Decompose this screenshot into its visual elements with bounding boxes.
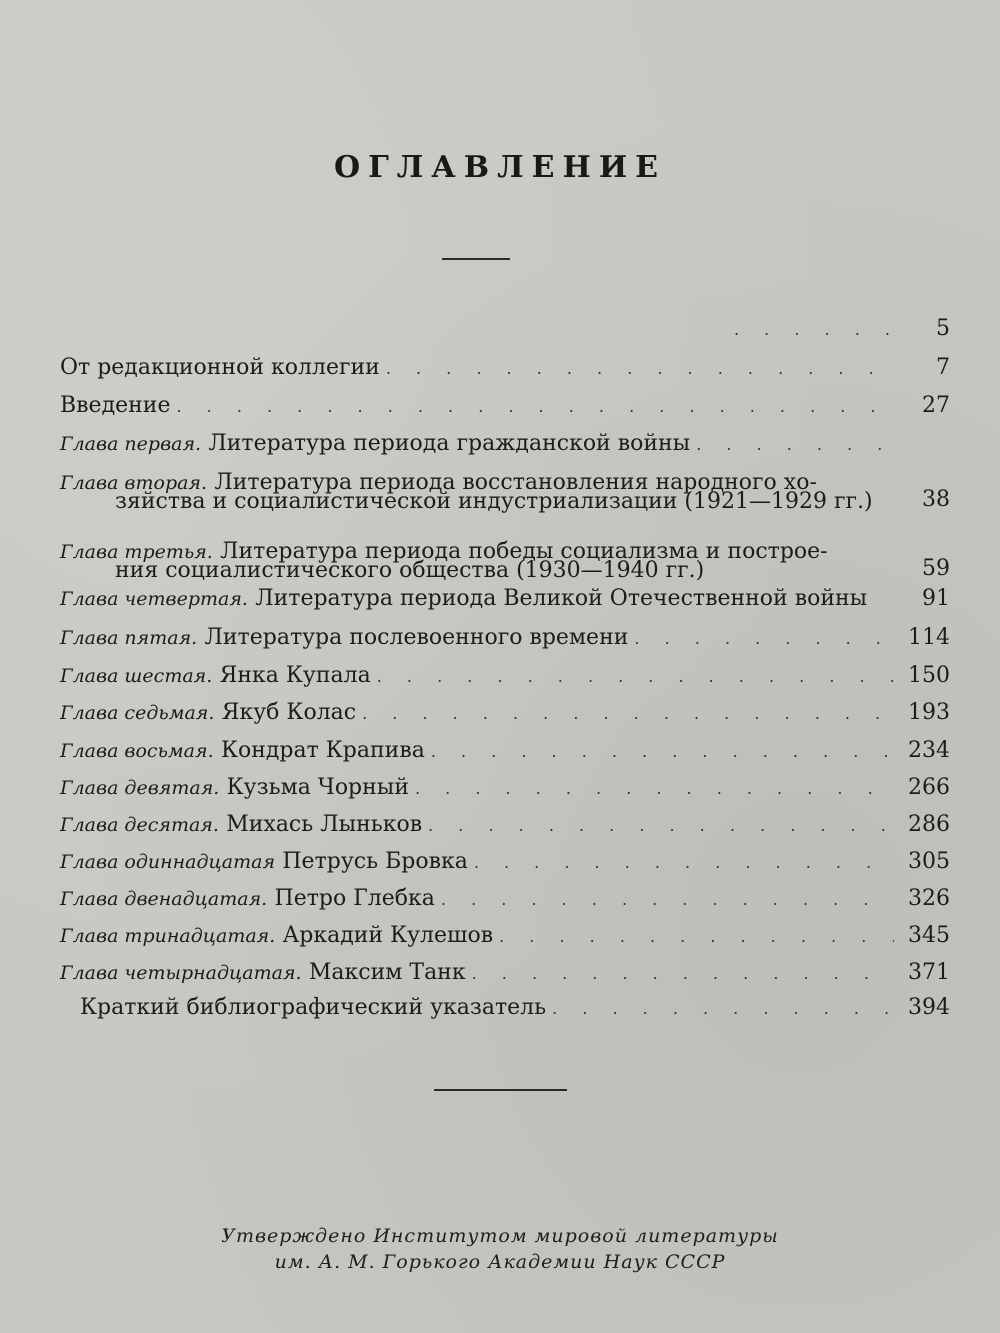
leader-dots xyxy=(552,1001,894,1017)
toc-entry xyxy=(60,813,950,836)
leader-dots xyxy=(415,781,894,797)
leader-dots xyxy=(386,361,894,377)
toc-page-number: 266 xyxy=(908,775,950,800)
toc-entry-title: Краткий библиографический указатель xyxy=(80,995,547,1020)
toc-entry-continuation: зяйства и социалистической индустриализации (1921—1929 гг.) xyxy=(115,489,873,514)
toc-page-number: 193 xyxy=(908,700,950,725)
toc-entry xyxy=(60,776,950,799)
leader-dots xyxy=(431,744,894,760)
chapter-label: Глава четырнадцатая. xyxy=(60,962,302,984)
chapter-label: Глава седьмая. xyxy=(60,702,215,724)
leader-dots xyxy=(734,322,894,338)
toc-entry xyxy=(60,432,950,455)
toc-entry xyxy=(60,850,950,873)
toc-entry xyxy=(60,701,950,724)
leader-dots xyxy=(634,631,894,647)
toc-entry-title: Литература периода Великой Отечественной войны xyxy=(255,586,868,611)
toc-page-number: 326 xyxy=(908,886,950,911)
toc-entry-title: Янка Купала xyxy=(219,663,371,688)
toc-entry-title: Кондрат Крапива xyxy=(220,738,425,763)
toc-entry xyxy=(60,739,950,762)
toc-page-number: 59 xyxy=(922,556,950,581)
leader-dots xyxy=(499,929,894,945)
toc-entry-continuation: ния социалистического общества (1930—1940 гг.) xyxy=(115,558,705,583)
toc-entry-title: Литература периода восстановления народного хо- xyxy=(214,470,817,495)
toc-page-number: 7 xyxy=(936,355,950,380)
toc-page-number: 150 xyxy=(908,663,950,688)
page-title: ОГЛАВЛЕНИЕ xyxy=(333,150,667,185)
toc-entry xyxy=(60,395,950,417)
chapter-label: Глава третья. xyxy=(60,541,213,563)
toc-entry xyxy=(60,318,950,340)
toc-entry xyxy=(60,961,950,984)
chapter-label: Глава девятая. xyxy=(60,777,220,799)
leader-dots xyxy=(472,966,894,982)
toc-entry-title: Петрусь Бровка xyxy=(282,849,468,874)
chapter-label: Глава пятая. xyxy=(60,627,198,649)
toc-entry-title: Литература периода гражданской войны xyxy=(208,431,691,456)
chapter-label: Глава одиннадцатая xyxy=(60,851,276,873)
chapter-label: Глава вторая. xyxy=(60,472,208,494)
toc-entry-title: Петро Глебка xyxy=(274,886,435,911)
toc-page-number: 371 xyxy=(908,960,950,985)
title-rule xyxy=(442,258,510,260)
toc-page-number: 27 xyxy=(922,393,950,418)
leader-dots xyxy=(176,399,894,415)
toc-entry xyxy=(60,357,950,379)
toc-entry xyxy=(60,664,950,687)
chapter-label: Глава первая. xyxy=(60,433,202,455)
toc-page-number: 305 xyxy=(908,849,950,874)
toc-entry-title: Михась Лыньков xyxy=(226,812,423,837)
toc-entry-title: Максим Танк xyxy=(308,960,466,985)
toc-page-number: 38 xyxy=(922,487,950,512)
leader-dots xyxy=(474,855,894,871)
toc-entry-page xyxy=(870,558,950,580)
chapter-label: Глава десятая. xyxy=(60,814,219,836)
chapter-label: Глава четвертая. xyxy=(60,588,248,610)
chapter-label: Глава восьмая. xyxy=(60,740,214,762)
toc-page-number: 5 xyxy=(936,316,950,341)
toc-entry-title: Аркадий Кулешов xyxy=(282,923,494,948)
toc-page-number: 114 xyxy=(908,625,950,650)
toc-page-number: 345 xyxy=(908,923,950,948)
leader-dots xyxy=(362,706,894,722)
toc-entry xyxy=(60,997,950,1019)
toc-entry-title: От редакционной коллегии xyxy=(60,355,380,380)
toc-entry xyxy=(60,924,950,947)
leader-dots xyxy=(377,669,894,685)
toc-entry-page xyxy=(870,489,950,511)
toc-entry xyxy=(60,587,950,610)
toc-page-number: 91 xyxy=(922,586,950,611)
chapter-label: Глава тринадцатая. xyxy=(60,925,276,947)
toc-page-number: 286 xyxy=(908,812,950,837)
toc-entry xyxy=(60,626,950,649)
toc-entry-title: Литература периода победы социализма и построе- xyxy=(220,539,828,564)
toc-page-number: 234 xyxy=(908,738,950,763)
toc-entry xyxy=(60,887,950,910)
toc-page-number: 394 xyxy=(908,995,950,1020)
leader-dots xyxy=(428,818,894,834)
approval-note-line1: Утверждено Институтом мировой литературы xyxy=(221,1225,779,1247)
leader-dots xyxy=(696,437,894,453)
toc-entry-title: Якуб Колас xyxy=(221,700,357,725)
leader-dots xyxy=(441,892,894,908)
approval-note-line2: им. А. М. Горького Академии Наук СССР xyxy=(274,1251,726,1273)
toc-entry-title: Кузьма Чорный xyxy=(226,775,409,800)
toc-entry-title: Введение xyxy=(60,393,171,418)
toc-entry-title: Литература послевоенного времени xyxy=(204,625,629,650)
chapter-label: Глава двенадцатая. xyxy=(60,888,268,910)
section-rule xyxy=(434,1089,567,1091)
chapter-label: Глава шестая. xyxy=(60,665,213,687)
